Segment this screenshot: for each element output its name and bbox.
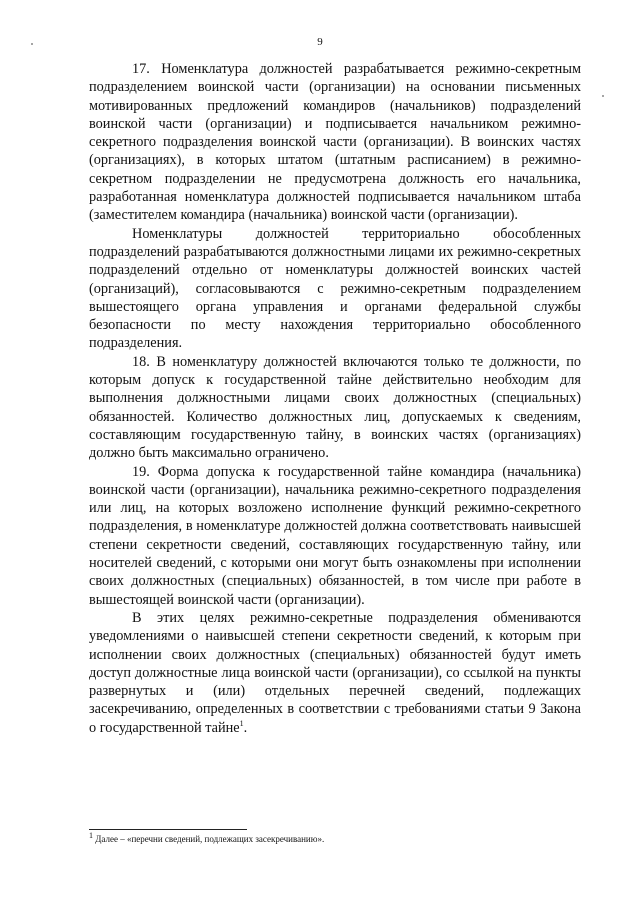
paragraph-19-notifications-text: В этих целях режимно-секретные подразделения обмениваются уведомлениями о наивысшей степени секретности сведений, к которым при исполнении своих должностных (специальных) обязанностей будут иметь доступ должностные лица воинской части (организации), со ссылкой на пункты развернутых и (или) отдельных перечней сведений, подлежащих засекречиванию, определенных в соответствии с требованиями статьи 9 Закона о государственной тайне [89, 609, 581, 736]
paragraph-17: 17. Номенклатура должностей разрабатывается режимно-секретным подразделением воинской части (организации) на основании письменных мотивированных предложений командиров (начальников) подразделений воинской части (организации) и подписывается начальником режимно-секретного подразделения воинской части (организации). В воинских частях (организациях), в которых штатом (штатным расписанием) в режимно-секретном подразделении не предусмотрена должность его начальника, разработанная номенклатура должностей подписывается начальником штаба (заместителем командира (начальника) воинской части (организации). [89, 61, 581, 224]
footnote [89, 833, 581, 845]
footnote-mark: 1 [89, 831, 93, 840]
footnote-text: Далее – «перечни сведений, подлежащих засекречиванию». [95, 834, 325, 844]
scan-speck [602, 95, 604, 97]
paragraph-18: 18. В номенклатуру должностей включаются только те должности, по которым допуск к государственной тайне действительно необходим для выполнения должностными лицами своих должностных (специальных) обязанностей. Количество должностных лиц, допускаемых к сведениям, составляющим государственную тайну, в воинских частях (организациях) должно быть максимально ограничено. [89, 353, 581, 462]
page-number: 9 [317, 36, 323, 48]
footnote-separator [89, 829, 247, 830]
paragraph-19: 19. Форма допуска к государственной тайне командира (начальника) воинской части (организации), начальника режимно-секретного подразделения или лиц, на которых возложено исполнение функций режимно-секретного подразделения, в номенклатуре должностей должна соответствовать наивысшей степени секретности сведений, составляющих государственную тайну, или носителей сведений, с которыми они могут быть ознакомлены при исполнении своих должностных (специальных) обязанностей, в том числе при работе в вышестоящей воинской части (организации). [89, 463, 581, 608]
scan-speck [31, 43, 33, 45]
paragraph-19-notifications: В этих целях режимно-секретные подразделения обмениваются уведомлениями о наивысшей степени секретности сведений, к которым при исполнении своих должностных (специальных) обязанностей будут иметь доступ должностные лица воинской части (организации), со ссылкой на пункты развернутых и (или) отдельных перечней сведений, подлежащих засекречиванию, определенных в соответствии с требованиями статьи 9 Закона о государственной тайне$^1$. [89, 609, 581, 736]
document-body [89, 60, 581, 737]
paragraph-17-territorial: Номенклатуры должностей территориально обособленных подразделений разрабатываются должностными лицами их режимно-секретных подразделений отдельно от номенклатуры должностей воинских частей (организаций), согласовываются с режимно-секретным подразделением вышестоящего органа управления и органами федеральной службы безопасности по месту нахождения территориально обособленного подразделения. [89, 225, 581, 352]
footnote-reference: 1 [239, 718, 244, 728]
